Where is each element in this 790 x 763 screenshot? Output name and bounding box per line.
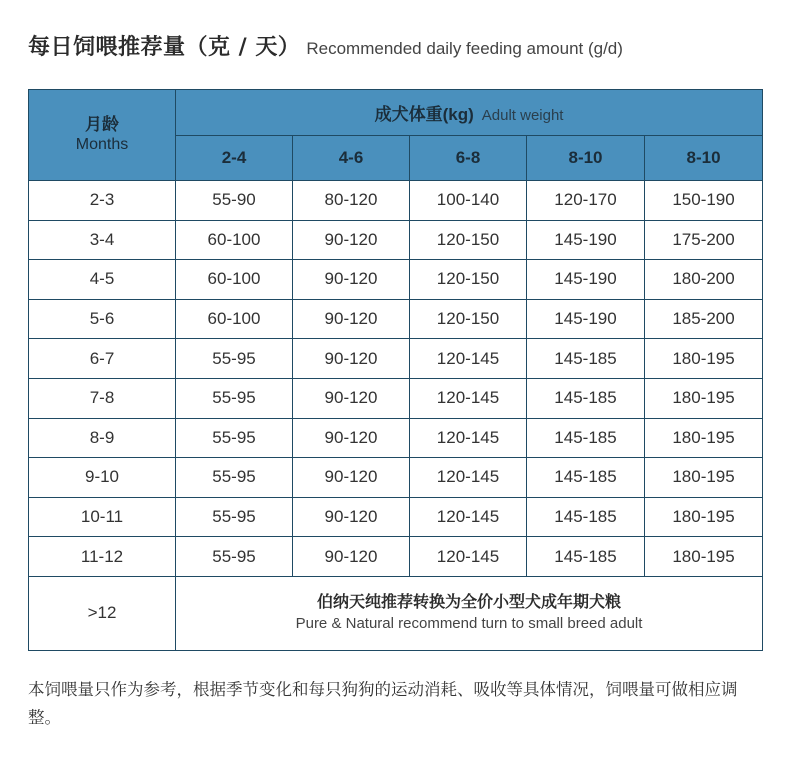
table-row — [29, 339, 763, 379]
weight-column-header: 4-6 — [293, 135, 410, 181]
table-row — [29, 260, 763, 300]
amount-cell: 120-145 — [410, 378, 527, 418]
amount-cell: 145-190 — [527, 260, 645, 300]
amount-cell: 90-120 — [293, 378, 410, 418]
table-row — [29, 497, 763, 537]
weight-column-header: 8-10 — [645, 135, 763, 181]
amount-cell: 145-190 — [527, 299, 645, 339]
amount-cell: 90-120 — [293, 339, 410, 379]
amount-cell: 145-185 — [527, 458, 645, 498]
amount-cell: 180-195 — [645, 418, 763, 458]
table-row — [29, 181, 763, 221]
amount-cell: 55-95 — [176, 537, 293, 577]
weight-column-header: 6-8 — [410, 135, 527, 181]
table-row — [29, 537, 763, 577]
footnote: 本饲喂量只作为参考，根据季节变化和每只狗狗的运动消耗、吸收等具体情况，饲喂量可做相应调整。 — [28, 680, 738, 727]
weight-column-header: 2-4 — [176, 135, 293, 181]
feeding-table — [28, 89, 763, 651]
recommendation-cell — [176, 576, 763, 650]
weight-header-cn: 成犬体重(kg) — [374, 104, 474, 124]
amount-cell: 90-120 — [293, 418, 410, 458]
amount-cell: 180-195 — [645, 339, 763, 379]
table-row — [29, 220, 763, 260]
weight-column-header: 8-10 — [527, 135, 645, 181]
amount-cell: 145-185 — [527, 339, 645, 379]
amount-cell: 175-200 — [645, 220, 763, 260]
month-cell: 7-8 — [29, 378, 176, 418]
month-cell: 10-11 — [29, 497, 176, 537]
page-title-en: Recommended daily feeding amount (g/d) — [306, 39, 623, 58]
amount-cell: 80-120 — [293, 181, 410, 221]
recommendation-en: Pure & Natural recommend turn to small breed adult — [295, 615, 643, 633]
amount-cell: 120-145 — [410, 339, 527, 379]
amount-cell: 145-190 — [527, 220, 645, 260]
months-header-cn: 月龄 — [85, 115, 119, 134]
amount-cell: 145-185 — [527, 537, 645, 577]
table-row — [29, 299, 763, 339]
amount-cell: 100-140 — [410, 181, 527, 221]
month-cell: 8-9 — [29, 418, 176, 458]
amount-cell: 90-120 — [293, 497, 410, 537]
amount-cell: 55-95 — [176, 497, 293, 537]
amount-cell: 55-95 — [176, 458, 293, 498]
table-row — [29, 418, 763, 458]
amount-cell: 180-195 — [645, 378, 763, 418]
amount-cell: 180-200 — [645, 260, 763, 300]
amount-cell: 60-100 — [176, 220, 293, 260]
months-header-en: Months — [75, 136, 129, 153]
recommendation-cn: 伯纳天纯推荐转换为全价小型犬成年期犬粮 — [317, 594, 622, 612]
amount-cell: 145-185 — [527, 378, 645, 418]
amount-cell: 55-95 — [176, 418, 293, 458]
amount-cell: 120-150 — [410, 299, 527, 339]
month-cell: 6-7 — [29, 339, 176, 379]
month-cell: 4-5 — [29, 260, 176, 300]
month-cell: 5-6 — [29, 299, 176, 339]
weight-header-en: Adult weight — [481, 106, 564, 124]
amount-cell: 60-100 — [176, 299, 293, 339]
amount-cell: 90-120 — [293, 220, 410, 260]
amount-cell: 55-90 — [176, 181, 293, 221]
amount-cell: 120-145 — [410, 497, 527, 537]
amount-cell: 120-145 — [410, 418, 527, 458]
amount-cell: 90-120 — [293, 537, 410, 577]
amount-cell: 120-145 — [410, 458, 527, 498]
amount-cell: 145-185 — [527, 497, 645, 537]
amount-cell: 90-120 — [293, 260, 410, 300]
amount-cell: 90-120 — [293, 299, 410, 339]
table-row — [29, 458, 763, 498]
amount-cell: 120-170 — [527, 181, 645, 221]
amount-cell: 90-120 — [293, 458, 410, 498]
table-row-over-12 — [29, 576, 763, 650]
page-title-cn: 每日饲喂推荐量（克 / 天） — [28, 35, 301, 60]
amount-cell: 180-195 — [645, 497, 763, 537]
amount-cell: 120-150 — [410, 220, 527, 260]
amount-cell: 120-145 — [410, 537, 527, 577]
amount-cell: 150-190 — [645, 181, 763, 221]
amount-cell: 60-100 — [176, 260, 293, 300]
month-cell: 9-10 — [29, 458, 176, 498]
amount-cell: 180-195 — [645, 458, 763, 498]
weight-header — [176, 90, 763, 136]
amount-cell: 120-150 — [410, 260, 527, 300]
months-header — [29, 90, 176, 181]
amount-cell: 185-200 — [645, 299, 763, 339]
month-cell: 3-4 — [29, 220, 176, 260]
amount-cell: 180-195 — [645, 537, 763, 577]
amount-cell: 145-185 — [527, 418, 645, 458]
month-cell: 11-12 — [29, 537, 176, 577]
amount-cell: 55-95 — [176, 378, 293, 418]
page-title — [28, 30, 623, 66]
table-row — [29, 378, 763, 418]
month-cell: 2-3 — [29, 181, 176, 221]
amount-cell: 55-95 — [176, 339, 293, 379]
month-cell: >12 — [29, 576, 176, 650]
